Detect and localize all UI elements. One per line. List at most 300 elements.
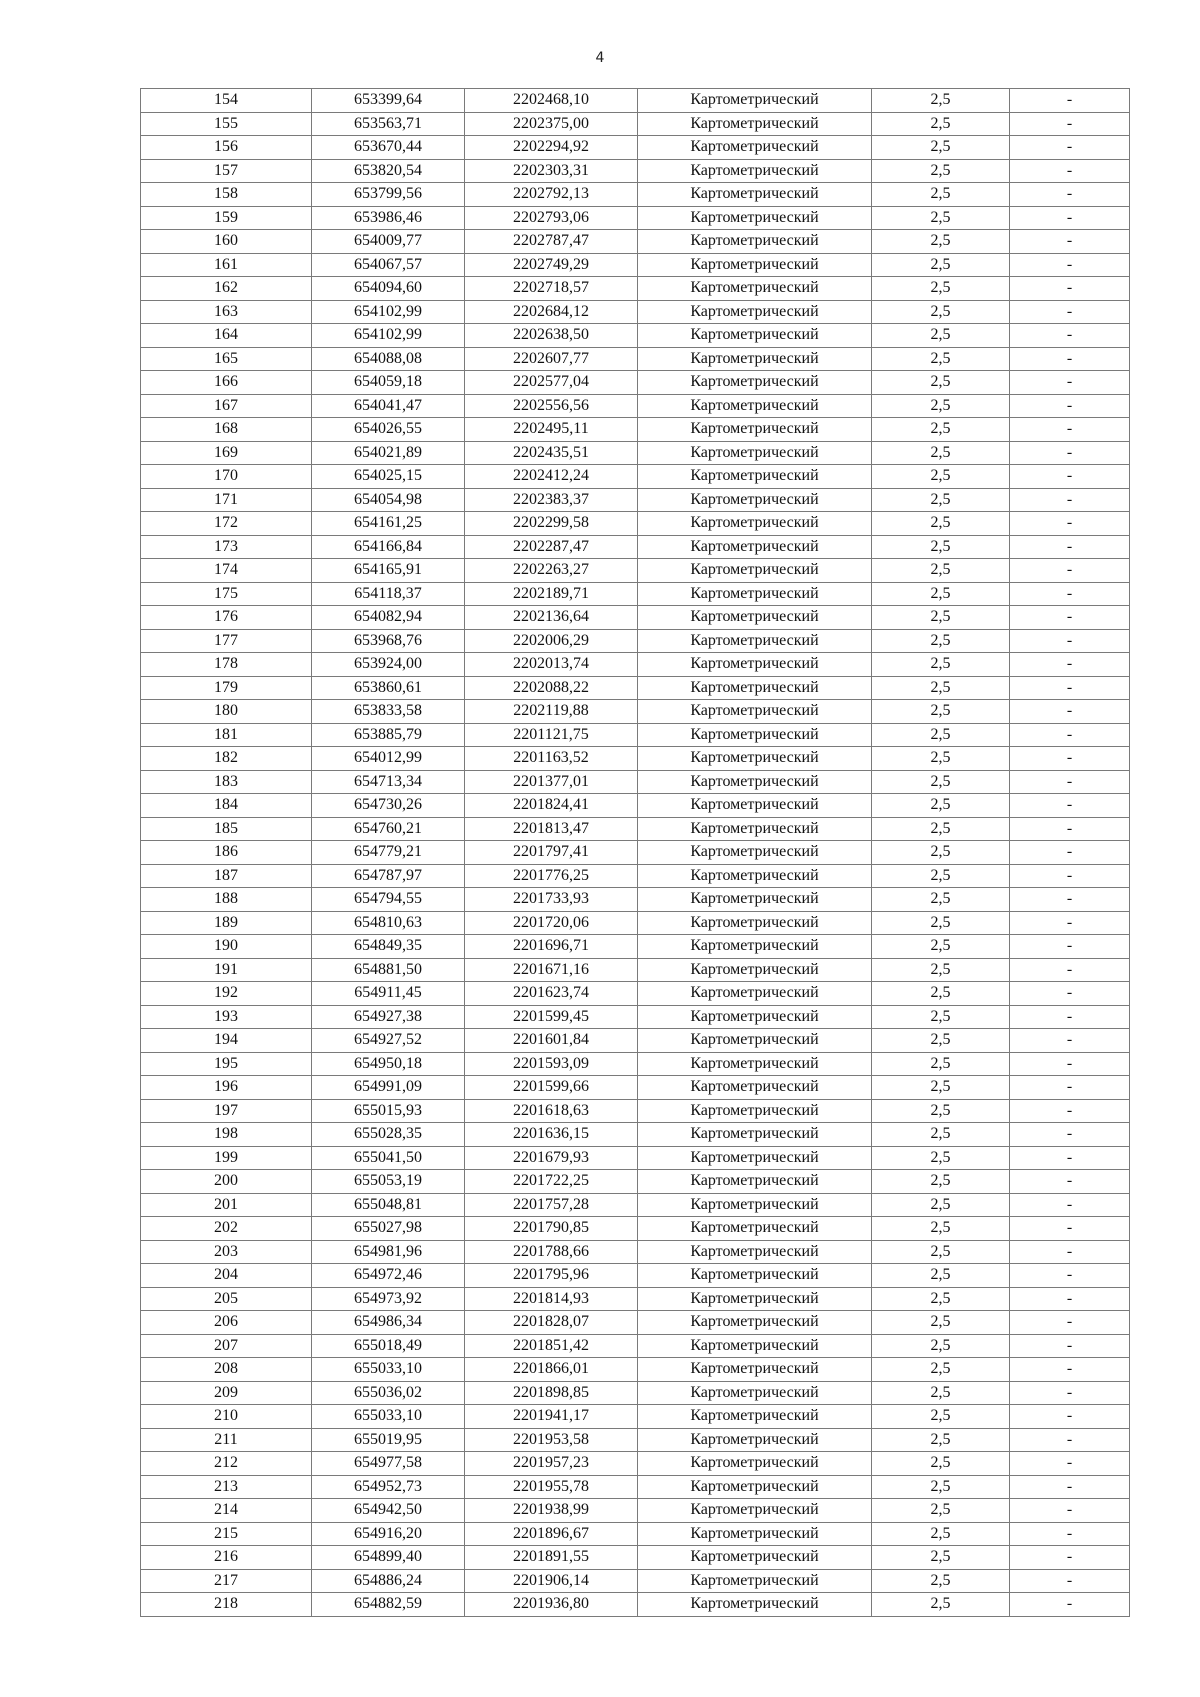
- y-coordinate-cell: 2202303,31: [465, 159, 638, 183]
- x-coordinate-cell: 653924,00: [312, 653, 465, 677]
- table-row: [141, 958, 1130, 982]
- point-number-cell: 189: [141, 911, 312, 935]
- description-cell: -: [1010, 723, 1130, 747]
- y-coordinate-cell: 2202787,47: [465, 230, 638, 254]
- description-cell: -: [1010, 958, 1130, 982]
- table-row: [141, 535, 1130, 559]
- accuracy-cell: 2,5: [872, 770, 1010, 794]
- description-cell: -: [1010, 1193, 1130, 1217]
- y-coordinate-cell: 2201733,93: [465, 888, 638, 912]
- x-coordinate-cell: 654059,18: [312, 371, 465, 395]
- y-coordinate-cell: 2202383,37: [465, 488, 638, 512]
- table-row: [141, 1170, 1130, 1194]
- description-cell: -: [1010, 253, 1130, 277]
- x-coordinate-cell: 655028,35: [312, 1123, 465, 1147]
- accuracy-cell: 2,5: [872, 1123, 1010, 1147]
- method-cell: Картометрический: [638, 1546, 872, 1570]
- method-cell: Картометрический: [638, 864, 872, 888]
- y-coordinate-cell: 2201788,66: [465, 1240, 638, 1264]
- table-row: [141, 512, 1130, 536]
- table-row: [141, 1240, 1130, 1264]
- method-cell: Картометрический: [638, 206, 872, 230]
- method-cell: Картометрический: [638, 559, 872, 583]
- point-number-cell: 187: [141, 864, 312, 888]
- accuracy-cell: 2,5: [872, 606, 1010, 630]
- accuracy-cell: 2,5: [872, 1334, 1010, 1358]
- table-row: [141, 888, 1130, 912]
- accuracy-cell: 2,5: [872, 1499, 1010, 1523]
- accuracy-cell: 2,5: [872, 1217, 1010, 1241]
- table-row: [141, 1146, 1130, 1170]
- description-cell: -: [1010, 676, 1130, 700]
- table-row: [141, 159, 1130, 183]
- x-coordinate-cell: 654012,99: [312, 747, 465, 771]
- accuracy-cell: 2,5: [872, 1522, 1010, 1546]
- y-coordinate-cell: 2202088,22: [465, 676, 638, 700]
- point-number-cell: 190: [141, 935, 312, 959]
- point-number-cell: 165: [141, 347, 312, 371]
- point-number-cell: 216: [141, 1546, 312, 1570]
- table-row: [141, 253, 1130, 277]
- accuracy-cell: 2,5: [872, 723, 1010, 747]
- y-coordinate-cell: 2201795,96: [465, 1264, 638, 1288]
- accuracy-cell: 2,5: [872, 1052, 1010, 1076]
- point-number-cell: 198: [141, 1123, 312, 1147]
- y-coordinate-cell: 2202793,06: [465, 206, 638, 230]
- x-coordinate-cell: 655036,02: [312, 1381, 465, 1405]
- x-coordinate-cell: 654991,09: [312, 1076, 465, 1100]
- point-number-cell: 214: [141, 1499, 312, 1523]
- table-row: [141, 982, 1130, 1006]
- y-coordinate-cell: 2201696,71: [465, 935, 638, 959]
- table-row: [141, 911, 1130, 935]
- description-cell: -: [1010, 982, 1130, 1006]
- accuracy-cell: 2,5: [872, 1311, 1010, 1335]
- accuracy-cell: 2,5: [872, 512, 1010, 536]
- point-number-cell: 167: [141, 394, 312, 418]
- table-row: [141, 1076, 1130, 1100]
- point-number-cell: 183: [141, 770, 312, 794]
- point-number-cell: 154: [141, 89, 312, 113]
- description-cell: -: [1010, 864, 1130, 888]
- method-cell: Картометрический: [638, 911, 872, 935]
- description-cell: -: [1010, 371, 1130, 395]
- description-cell: -: [1010, 418, 1130, 442]
- x-coordinate-cell: 654911,45: [312, 982, 465, 1006]
- coordinates-table-body: [141, 89, 1130, 1617]
- table-row: [141, 1452, 1130, 1476]
- description-cell: -: [1010, 1358, 1130, 1382]
- description-cell: -: [1010, 1428, 1130, 1452]
- table-row: [141, 1029, 1130, 1053]
- description-cell: -: [1010, 1076, 1130, 1100]
- description-cell: -: [1010, 1569, 1130, 1593]
- description-cell: -: [1010, 1264, 1130, 1288]
- x-coordinate-cell: 655027,98: [312, 1217, 465, 1241]
- point-number-cell: 160: [141, 230, 312, 254]
- point-number-cell: 200: [141, 1170, 312, 1194]
- point-number-cell: 209: [141, 1381, 312, 1405]
- table-row: [141, 1123, 1130, 1147]
- table-row: [141, 1099, 1130, 1123]
- accuracy-cell: 2,5: [872, 1146, 1010, 1170]
- description-cell: -: [1010, 1334, 1130, 1358]
- x-coordinate-cell: 654082,94: [312, 606, 465, 630]
- description-cell: -: [1010, 1593, 1130, 1617]
- y-coordinate-cell: 2201776,25: [465, 864, 638, 888]
- point-number-cell: 201: [141, 1193, 312, 1217]
- method-cell: Картометрический: [638, 1475, 872, 1499]
- accuracy-cell: 2,5: [872, 394, 1010, 418]
- y-coordinate-cell: 2201906,14: [465, 1569, 638, 1593]
- description-cell: -: [1010, 441, 1130, 465]
- x-coordinate-cell: 654713,34: [312, 770, 465, 794]
- accuracy-cell: 2,5: [872, 676, 1010, 700]
- description-cell: -: [1010, 1217, 1130, 1241]
- y-coordinate-cell: 2202375,00: [465, 112, 638, 136]
- x-coordinate-cell: 653986,46: [312, 206, 465, 230]
- method-cell: Картометрический: [638, 1170, 872, 1194]
- y-coordinate-cell: 2202412,24: [465, 465, 638, 489]
- x-coordinate-cell: 654881,50: [312, 958, 465, 982]
- table-row: [141, 1264, 1130, 1288]
- accuracy-cell: 2,5: [872, 1428, 1010, 1452]
- y-coordinate-cell: 2202468,10: [465, 89, 638, 113]
- method-cell: Картометрический: [638, 1146, 872, 1170]
- table-row: [141, 206, 1130, 230]
- method-cell: Картометрический: [638, 1405, 872, 1429]
- method-cell: Картометрический: [638, 982, 872, 1006]
- method-cell: Картометрический: [638, 1499, 872, 1523]
- table-row: [141, 653, 1130, 677]
- description-cell: -: [1010, 465, 1130, 489]
- accuracy-cell: 2,5: [872, 841, 1010, 865]
- method-cell: Картометрический: [638, 958, 872, 982]
- method-cell: Картометрический: [638, 1123, 872, 1147]
- accuracy-cell: 2,5: [872, 1475, 1010, 1499]
- y-coordinate-cell: 2201121,75: [465, 723, 638, 747]
- table-row: [141, 300, 1130, 324]
- method-cell: Картометрический: [638, 1217, 872, 1241]
- table-row: [141, 1381, 1130, 1405]
- x-coordinate-cell: 654810,63: [312, 911, 465, 935]
- accuracy-cell: 2,5: [872, 1076, 1010, 1100]
- y-coordinate-cell: 2201941,17: [465, 1405, 638, 1429]
- accuracy-cell: 2,5: [872, 418, 1010, 442]
- accuracy-cell: 2,5: [872, 1264, 1010, 1288]
- description-cell: -: [1010, 512, 1130, 536]
- method-cell: Картометрический: [638, 841, 872, 865]
- y-coordinate-cell: 2201957,23: [465, 1452, 638, 1476]
- method-cell: Картометрический: [638, 1052, 872, 1076]
- y-coordinate-cell: 2201377,01: [465, 770, 638, 794]
- description-cell: -: [1010, 935, 1130, 959]
- accuracy-cell: 2,5: [872, 1099, 1010, 1123]
- method-cell: Картометрический: [638, 1240, 872, 1264]
- method-cell: Картометрический: [638, 112, 872, 136]
- point-number-cell: 195: [141, 1052, 312, 1076]
- table-row: [141, 394, 1130, 418]
- y-coordinate-cell: 2202299,58: [465, 512, 638, 536]
- x-coordinate-cell: 654021,89: [312, 441, 465, 465]
- method-cell: Картометрический: [638, 747, 872, 771]
- description-cell: -: [1010, 629, 1130, 653]
- accuracy-cell: 2,5: [872, 1593, 1010, 1617]
- description-cell: -: [1010, 1475, 1130, 1499]
- x-coordinate-cell: 654102,99: [312, 300, 465, 324]
- x-coordinate-cell: 654794,55: [312, 888, 465, 912]
- description-cell: -: [1010, 394, 1130, 418]
- y-coordinate-cell: 2201828,07: [465, 1311, 638, 1335]
- table-row: [141, 371, 1130, 395]
- description-cell: -: [1010, 747, 1130, 771]
- point-number-cell: 212: [141, 1452, 312, 1476]
- point-number-cell: 192: [141, 982, 312, 1006]
- method-cell: Картометрический: [638, 582, 872, 606]
- accuracy-cell: 2,5: [872, 371, 1010, 395]
- method-cell: Картометрический: [638, 1264, 872, 1288]
- table-row: [141, 935, 1130, 959]
- x-coordinate-cell: 655019,95: [312, 1428, 465, 1452]
- table-row: [141, 864, 1130, 888]
- point-number-cell: 196: [141, 1076, 312, 1100]
- method-cell: Картометрический: [638, 347, 872, 371]
- accuracy-cell: 2,5: [872, 817, 1010, 841]
- point-number-cell: 179: [141, 676, 312, 700]
- description-cell: -: [1010, 347, 1130, 371]
- x-coordinate-cell: 654009,77: [312, 230, 465, 254]
- x-coordinate-cell: 654026,55: [312, 418, 465, 442]
- description-cell: -: [1010, 1240, 1130, 1264]
- method-cell: Картометрический: [638, 629, 872, 653]
- table-row: [141, 1052, 1130, 1076]
- description-cell: -: [1010, 653, 1130, 677]
- accuracy-cell: 2,5: [872, 136, 1010, 160]
- x-coordinate-cell: 654730,26: [312, 794, 465, 818]
- point-number-cell: 188: [141, 888, 312, 912]
- method-cell: Картометрический: [638, 1522, 872, 1546]
- y-coordinate-cell: 2202119,88: [465, 700, 638, 724]
- point-number-cell: 156: [141, 136, 312, 160]
- accuracy-cell: 2,5: [872, 911, 1010, 935]
- y-coordinate-cell: 2201813,47: [465, 817, 638, 841]
- method-cell: Картометрический: [638, 535, 872, 559]
- x-coordinate-cell: 654942,50: [312, 1499, 465, 1523]
- description-cell: -: [1010, 1546, 1130, 1570]
- point-number-cell: 208: [141, 1358, 312, 1382]
- point-number-cell: 184: [141, 794, 312, 818]
- table-row: [141, 112, 1130, 136]
- x-coordinate-cell: 654118,37: [312, 582, 465, 606]
- method-cell: Картометрический: [638, 723, 872, 747]
- accuracy-cell: 2,5: [872, 230, 1010, 254]
- x-coordinate-cell: 654787,97: [312, 864, 465, 888]
- point-number-cell: 174: [141, 559, 312, 583]
- point-number-cell: 218: [141, 1593, 312, 1617]
- point-number-cell: 158: [141, 183, 312, 207]
- method-cell: Картометрический: [638, 1381, 872, 1405]
- accuracy-cell: 2,5: [872, 1569, 1010, 1593]
- accuracy-cell: 2,5: [872, 253, 1010, 277]
- x-coordinate-cell: 654977,58: [312, 1452, 465, 1476]
- table-row: [141, 1522, 1130, 1546]
- point-number-cell: 176: [141, 606, 312, 630]
- method-cell: Картометрический: [638, 253, 872, 277]
- x-coordinate-cell: 653885,79: [312, 723, 465, 747]
- x-coordinate-cell: 653799,56: [312, 183, 465, 207]
- method-cell: Картометрический: [638, 230, 872, 254]
- table-row: [141, 794, 1130, 818]
- table-row: [141, 1287, 1130, 1311]
- table-row: [141, 1593, 1130, 1617]
- point-number-cell: 161: [141, 253, 312, 277]
- table-row: [141, 418, 1130, 442]
- x-coordinate-cell: 654025,15: [312, 465, 465, 489]
- description-cell: -: [1010, 1029, 1130, 1053]
- x-coordinate-cell: 654760,21: [312, 817, 465, 841]
- point-number-cell: 181: [141, 723, 312, 747]
- accuracy-cell: 2,5: [872, 183, 1010, 207]
- accuracy-cell: 2,5: [872, 864, 1010, 888]
- y-coordinate-cell: 2201618,63: [465, 1099, 638, 1123]
- method-cell: Картометрический: [638, 300, 872, 324]
- y-coordinate-cell: 2202495,11: [465, 418, 638, 442]
- description-cell: -: [1010, 1005, 1130, 1029]
- y-coordinate-cell: 2201936,80: [465, 1593, 638, 1617]
- method-cell: Картометрический: [638, 324, 872, 348]
- description-cell: -: [1010, 488, 1130, 512]
- method-cell: Картометрический: [638, 888, 872, 912]
- coordinates-table: [140, 88, 1130, 1617]
- description-cell: -: [1010, 89, 1130, 113]
- accuracy-cell: 2,5: [872, 206, 1010, 230]
- accuracy-cell: 2,5: [872, 935, 1010, 959]
- table-row: [141, 1428, 1130, 1452]
- description-cell: -: [1010, 1170, 1130, 1194]
- x-coordinate-cell: 654067,57: [312, 253, 465, 277]
- x-coordinate-cell: 654927,38: [312, 1005, 465, 1029]
- accuracy-cell: 2,5: [872, 535, 1010, 559]
- description-cell: -: [1010, 535, 1130, 559]
- point-number-cell: 193: [141, 1005, 312, 1029]
- x-coordinate-cell: 654972,46: [312, 1264, 465, 1288]
- accuracy-cell: 2,5: [872, 582, 1010, 606]
- y-coordinate-cell: 2201891,55: [465, 1546, 638, 1570]
- table-row: [141, 559, 1130, 583]
- x-coordinate-cell: 654102,99: [312, 324, 465, 348]
- y-coordinate-cell: 2202263,27: [465, 559, 638, 583]
- point-number-cell: 172: [141, 512, 312, 536]
- x-coordinate-cell: 654882,59: [312, 1593, 465, 1617]
- table-row: [141, 441, 1130, 465]
- point-number-cell: 213: [141, 1475, 312, 1499]
- point-number-cell: 182: [141, 747, 312, 771]
- table-row: [141, 700, 1130, 724]
- accuracy-cell: 2,5: [872, 1029, 1010, 1053]
- accuracy-cell: 2,5: [872, 465, 1010, 489]
- x-coordinate-cell: 653563,71: [312, 112, 465, 136]
- x-coordinate-cell: 653399,64: [312, 89, 465, 113]
- accuracy-cell: 2,5: [872, 488, 1010, 512]
- table-row: [141, 606, 1130, 630]
- point-number-cell: 205: [141, 1287, 312, 1311]
- x-coordinate-cell: 655053,19: [312, 1170, 465, 1194]
- method-cell: Картометрический: [638, 935, 872, 959]
- point-number-cell: 169: [141, 441, 312, 465]
- accuracy-cell: 2,5: [872, 347, 1010, 371]
- y-coordinate-cell: 2201601,84: [465, 1029, 638, 1053]
- table-row: [141, 841, 1130, 865]
- method-cell: Картометрический: [638, 277, 872, 301]
- table-row: [141, 1217, 1130, 1241]
- x-coordinate-cell: 654927,52: [312, 1029, 465, 1053]
- x-coordinate-cell: 654166,84: [312, 535, 465, 559]
- x-coordinate-cell: 655033,10: [312, 1405, 465, 1429]
- y-coordinate-cell: 2201757,28: [465, 1193, 638, 1217]
- table-row: [141, 230, 1130, 254]
- accuracy-cell: 2,5: [872, 159, 1010, 183]
- accuracy-cell: 2,5: [872, 1240, 1010, 1264]
- table-row: [141, 1005, 1130, 1029]
- y-coordinate-cell: 2202638,50: [465, 324, 638, 348]
- method-cell: Картометрический: [638, 770, 872, 794]
- description-cell: -: [1010, 700, 1130, 724]
- table-row: [141, 1311, 1130, 1335]
- method-cell: Картометрический: [638, 488, 872, 512]
- accuracy-cell: 2,5: [872, 441, 1010, 465]
- x-coordinate-cell: 654886,24: [312, 1569, 465, 1593]
- y-coordinate-cell: 2202294,92: [465, 136, 638, 160]
- method-cell: Картометрический: [638, 1005, 872, 1029]
- description-cell: -: [1010, 1381, 1130, 1405]
- description-cell: -: [1010, 559, 1130, 583]
- accuracy-cell: 2,5: [872, 277, 1010, 301]
- point-number-cell: 155: [141, 112, 312, 136]
- table-row: [141, 1193, 1130, 1217]
- table-row: [141, 747, 1130, 771]
- method-cell: Картометрический: [638, 371, 872, 395]
- y-coordinate-cell: 2202749,29: [465, 253, 638, 277]
- method-cell: Картометрический: [638, 676, 872, 700]
- x-coordinate-cell: 653860,61: [312, 676, 465, 700]
- y-coordinate-cell: 2202136,64: [465, 606, 638, 630]
- y-coordinate-cell: 2201824,41: [465, 794, 638, 818]
- accuracy-cell: 2,5: [872, 1452, 1010, 1476]
- method-cell: Картометрический: [638, 700, 872, 724]
- x-coordinate-cell: 654899,40: [312, 1546, 465, 1570]
- method-cell: Картометрический: [638, 89, 872, 113]
- description-cell: -: [1010, 159, 1130, 183]
- y-coordinate-cell: 2201896,67: [465, 1522, 638, 1546]
- y-coordinate-cell: 2201938,99: [465, 1499, 638, 1523]
- description-cell: -: [1010, 1311, 1130, 1335]
- point-number-cell: 207: [141, 1334, 312, 1358]
- y-coordinate-cell: 2202013,74: [465, 653, 638, 677]
- point-number-cell: 210: [141, 1405, 312, 1429]
- method-cell: Картометрический: [638, 1311, 872, 1335]
- table-row: [141, 347, 1130, 371]
- method-cell: Картометрический: [638, 512, 872, 536]
- table-row: [141, 324, 1130, 348]
- point-number-cell: 197: [141, 1099, 312, 1123]
- description-cell: -: [1010, 841, 1130, 865]
- method-cell: Картометрический: [638, 653, 872, 677]
- accuracy-cell: 2,5: [872, 958, 1010, 982]
- description-cell: -: [1010, 206, 1130, 230]
- y-coordinate-cell: 2201953,58: [465, 1428, 638, 1452]
- point-number-cell: 186: [141, 841, 312, 865]
- method-cell: Картометрический: [638, 817, 872, 841]
